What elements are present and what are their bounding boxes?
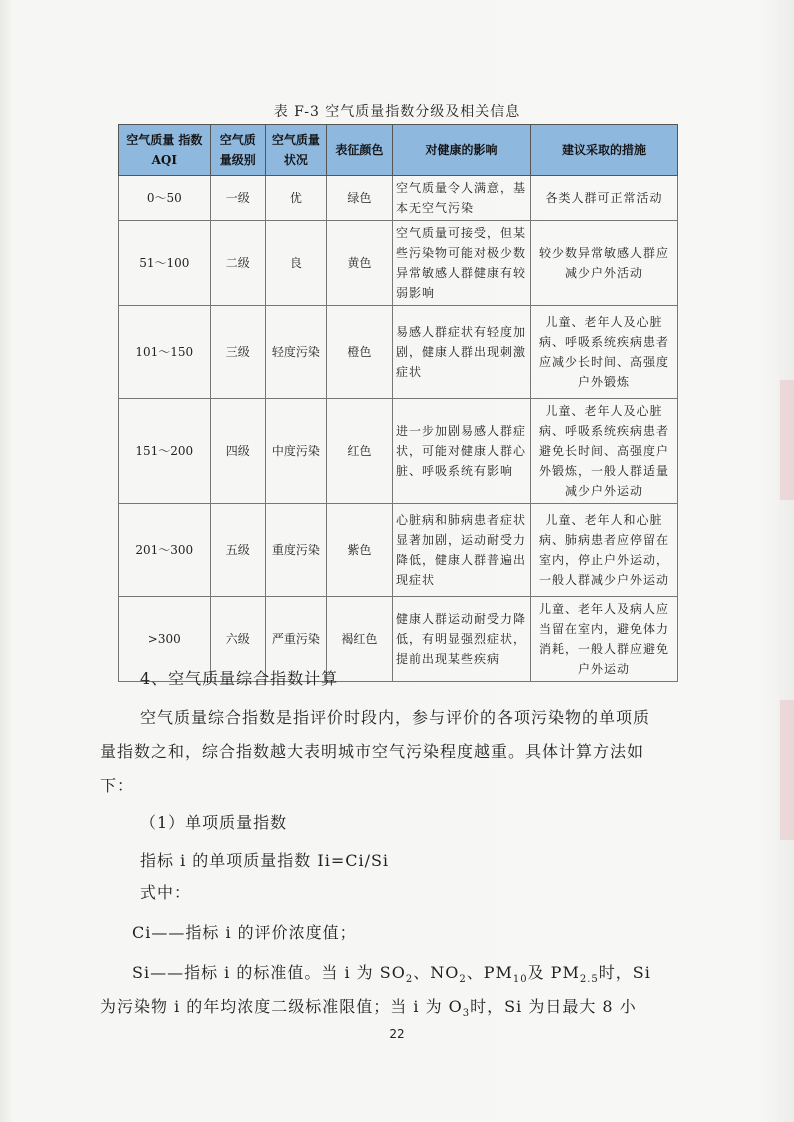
cell-measures: 儿童、老年人及心脏病、呼吸系统疾病患者避免长时间、高强度户外锻炼，一般人群适量减少户外运动	[530, 399, 677, 504]
si-definition-continued	[100, 990, 660, 1031]
ci-definition: Ci——指标 i 的评价浓度值；	[132, 923, 357, 942]
section-heading: 4、空气质量综合指数计算	[140, 669, 339, 688]
cell-measures: 各类人群可正常活动	[530, 176, 677, 221]
si-def2-part: 时，Si 为日最大 8 小	[470, 997, 637, 1016]
subscript: 2.5	[579, 974, 599, 986]
header-status: 空气质量状况	[265, 125, 326, 176]
cell-color: 黄色	[326, 221, 392, 306]
header-health: 对健康的影响	[392, 125, 530, 176]
page-number: 22	[389, 1027, 405, 1041]
edge-stamp-mark	[780, 700, 794, 840]
cell-measures: 儿童、老年人及心脏病、呼吸系统疾病患者应减少长时间、高强度户外锻炼	[530, 306, 677, 399]
cell-level: 六级	[210, 597, 265, 682]
subscript: 2	[405, 974, 414, 986]
header-color: 表征颜色	[326, 125, 392, 176]
table-row	[119, 221, 678, 306]
cell-aqi: 0～50	[119, 176, 211, 221]
cell-level: 四级	[210, 399, 265, 504]
table-row	[119, 306, 678, 399]
cell-health: 健康人群运动耐受力降低，有明显强烈症状，提前出现某些疾病	[392, 597, 530, 682]
table-row	[119, 504, 678, 597]
cell-status: 中度污染	[265, 399, 326, 504]
subsection-heading: （1）单项质量指数	[140, 813, 288, 832]
cell-level: 三级	[210, 306, 265, 399]
cell-color: 褐红色	[326, 597, 392, 682]
cell-health: 易感人群症状有轻度加剧，健康人群出现刺激症状	[392, 306, 530, 399]
subscript: 3	[462, 1008, 471, 1020]
cell-status: 良	[265, 221, 326, 306]
cell-color: 绿色	[326, 176, 392, 221]
header-measures: 建议采取的措施	[530, 125, 677, 176]
si-def-part: 时，Si	[598, 963, 651, 982]
cell-level: 五级	[210, 504, 265, 597]
where-label: 式中：	[140, 883, 192, 902]
header-level: 空气质量级别	[210, 125, 265, 176]
cell-aqi: >300	[119, 597, 211, 682]
cell-status: 轻度污染	[265, 306, 326, 399]
cell-aqi: 151～200	[119, 399, 211, 504]
cell-status: 优	[265, 176, 326, 221]
si-def2-part: 为污染物 i 的年均浓度二级标准限值；当 i 为 O	[100, 997, 463, 1016]
si-def-part: Si——指标 i 的标准值。当 i 为 SO	[132, 963, 406, 982]
cell-color: 紫色	[326, 504, 392, 597]
cell-status: 重度污染	[265, 504, 326, 597]
subscript: 10	[512, 974, 528, 986]
cell-status: 严重污染	[265, 597, 326, 682]
aqi-table	[118, 124, 678, 682]
cell-measures: 儿童、老年人和心脏病、肺病患者应停留在室内，停止户外运动，一般人群减少户外运动	[530, 504, 677, 597]
cell-aqi: 101～150	[119, 306, 211, 399]
subscript: 2	[459, 974, 467, 986]
table-row	[119, 399, 678, 504]
cell-measures: 儿童、老年人及病人应当留在室内，避免体力消耗，一般人群应避免户外运动	[530, 597, 677, 682]
table-header-row	[119, 125, 678, 176]
cell-level: 一级	[210, 176, 265, 221]
header-aqi: 空气质量 指数AQI	[119, 125, 211, 176]
cell-health: 空气质量令人满意，基本无空气污染	[392, 176, 530, 221]
cell-health: 进一步加剧易感人群症状，可能对健康人群心脏、呼吸系统有影响	[392, 399, 530, 504]
cell-health: 空气质量可接受，但某些污染物可能对极少数异常敏感人群健康有较弱影响	[392, 221, 530, 306]
si-def-part: 、PM	[466, 963, 513, 982]
cell-health: 心脏病和肺病患者症状显著加剧，运动耐受力降低，健康人群普遍出现症状	[392, 504, 530, 597]
formula-line: 指标 i 的单项质量指数 Ii=Ci/Si	[140, 851, 390, 870]
si-def-part: 、NO	[413, 963, 460, 982]
cell-color: 红色	[326, 399, 392, 504]
cell-aqi: 51～100	[119, 221, 211, 306]
cell-aqi: 201～300	[119, 504, 211, 597]
cell-color: 橙色	[326, 306, 392, 399]
cell-measures: 较少数异常敏感人群应减少户外活动	[530, 221, 677, 306]
paragraph: 空气质量综合指数是指评价时段内，参与评价的各项污染物的单项质量指数之和，综合指数越大表明城市空气污染程度越重。具体计算方法如下：	[100, 708, 651, 795]
cell-level: 二级	[210, 221, 265, 306]
si-def-part: 及 PM	[527, 963, 580, 982]
table-row	[119, 176, 678, 221]
table-caption: 表 F-3 空气质量指数分级及相关信息	[273, 104, 521, 120]
edge-stamp-mark	[780, 380, 794, 500]
